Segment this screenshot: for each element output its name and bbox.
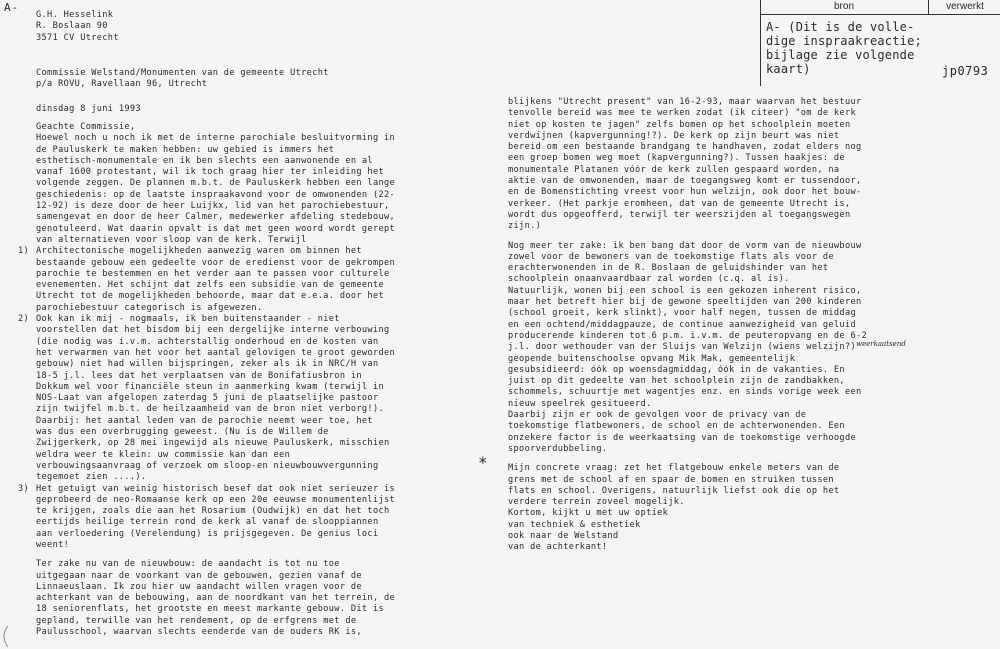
text-line: van techniek & esthetiek	[508, 519, 641, 530]
text-line: evenementen. Het schijnt dat zelfs een subsidie van de gemeente	[36, 280, 385, 291]
text-line: Kortom, kijkt u met uw optiek	[508, 508, 669, 519]
text-line: gebouw) niet had willen bijspringen, zeker als ik in NRC/H van	[36, 359, 379, 370]
text-line: NOS-Laat van afgelopen zaterdag 5 juni de plaatselijke pastoor	[36, 393, 379, 404]
handwritten-annotation: weerkaatsend	[856, 340, 906, 348]
text-line: geschiedenis: op de laatste inspraakavond voor de omwonenden (22-	[36, 189, 396, 200]
text-line: parochiebestuur categorisch is afgewezen.	[36, 302, 263, 313]
text-line: (die nodig was i.v.m. achterstallig onderhoud en de kosten van	[36, 336, 379, 347]
salutation: Geachte Commissie,	[36, 122, 136, 132]
text-line: flats en school. Overigens, natuurlijk liefst ook die op het	[508, 485, 840, 496]
text-line: Natuurlijk, wonen bij een school is een gekozen inherent risico,	[508, 285, 862, 296]
text-line: schoolplein onaanvaardbaar zal worden (c.q. al is).	[508, 274, 790, 285]
text-line: tenvolle bereid was mee te werken zodat (ik citeer) "om de kerk	[508, 108, 857, 119]
text-line: juist op dit gedeelte van het schoolplein zijn de zandbakken,	[508, 376, 845, 387]
text-line: voorstellen dat het bisdom bij een dergelijke interne verbouwing	[36, 325, 390, 336]
stamp-note	[766, 20, 922, 76]
right-paragraph-3	[508, 463, 988, 553]
text-line: Hoewel noch u noch ik met de interne parochiale besluitvorming in	[36, 133, 396, 144]
text-line: verdere terrein zoveel mogelijk.	[508, 497, 685, 508]
sender-line: G.H. Hesselink	[36, 10, 114, 20]
text-line: Dokkum wel voor financiële steun in aanmerking kwam (terwijl in	[36, 381, 385, 392]
stamp-note-line: dige inspraakreactie;	[766, 34, 922, 48]
text-line: weldra weer te klein: uw commissie kan dan een	[36, 449, 291, 460]
text-line: geprobeerd de neo-Romaanse kerk op een 20e eeuwse monumentenlijst	[36, 494, 396, 505]
text-line: esthetisch-monumentale en ik ben slechts een aanwonende en al	[36, 155, 373, 166]
stamp-note-line: kaart)	[766, 62, 811, 76]
text-line: zijn.)	[508, 221, 542, 232]
text-line: spoorverdubbeling.	[508, 443, 608, 454]
text-line: Zwijgerkerk, op 28 mei ingewijd als nieuwe Pauluskerk, misschien	[36, 438, 390, 449]
text-line: nieuw speelrek gesitueerd.	[508, 398, 652, 409]
numbered-point	[18, 314, 456, 483]
text-line: toekomstige flatbewoners, de school en de achterwonenden. Een	[508, 421, 845, 432]
text-line: Het getuigt van weinig historisch besef dat ook niet serieuzer is	[36, 483, 396, 494]
text-line: het verwarmen van het voor het aantal gelovigen te groot geworden	[36, 347, 396, 358]
sender-line: R. Boslaan 90	[36, 21, 108, 32]
numbered-points	[18, 246, 456, 551]
text-line: vanaf 1600 protestant, wil ik toch graag hier ter inleiding het	[36, 167, 385, 178]
sender-address	[36, 10, 119, 44]
text-line: bestaande gebouw een gedeelte voor de eredienst voor de gekrompen	[36, 257, 396, 268]
text-line: Daarbij zijn er ook de gevolgen voor de privacy van de	[508, 410, 807, 421]
point-number: 1)	[18, 246, 30, 257]
text-line: monumentale Platanen vóór de kerk zullen gespaard worden, na	[508, 164, 840, 175]
text-line: gepland, terwille van het rendement, op de erfgrens met de	[36, 615, 357, 626]
left-column	[18, 122, 456, 638]
text-line: (school groeit, kerk slinkt), voor half negen, tussen de middag	[508, 308, 857, 319]
corner-mark: A-	[4, 1, 20, 14]
text-line: 18 seniorenflats, het grootste en meest markante gebouw. Dit is	[36, 604, 385, 615]
text-line: aktie van de omwonenden, maar de toegangsweg komt er tussendoor,	[508, 176, 862, 187]
text-line: zijn twijfel m.b.t. de heilzaamheid van de bron niet verborg!).	[36, 404, 385, 415]
text-line: Ook kan ik mij - nogmaals, ik ben buitenstaander - niet	[36, 314, 340, 325]
text-line: te krijgen, zoals die aan het Rosarium (Oudwijk) en dat het toch	[36, 506, 390, 517]
text-line: schommels, schuurtje met wagentjes enz. en sinds vorige week een	[508, 387, 862, 398]
text-line: Linnaeuslaan. Ik zou hier uw aandacht willen vragen voor de	[36, 581, 362, 592]
numbered-point	[18, 246, 456, 314]
right-paragraph-1	[508, 97, 988, 233]
text-line: verkeer. (Het parkje eromheen, dat van de gemeente Utrecht is,	[508, 198, 851, 209]
text-line: Ter zake nu van de nieuwbouw: de aandacht is tot nu toe	[36, 559, 340, 570]
margin-asterisk: *	[478, 453, 488, 472]
text-line: ook naar de Welstand	[508, 530, 619, 541]
right-paragraph-2	[508, 241, 988, 456]
text-line: wordt dus opgeofferd, terwijl ter weerszijden al toegangswegen	[508, 209, 851, 220]
text-line: was dus een overbrugging geweest. (Nu is de Willem de	[36, 427, 329, 438]
text-line: volgende zeggen. De plannen m.b.t. de Pauluskerk hebben een lange	[36, 178, 396, 189]
text-line: een groep bomen weg moet (kapvergunning?). Tussen haakjes: de	[508, 153, 845, 164]
right-column	[508, 97, 988, 554]
stamp-code: jp0793	[942, 64, 989, 78]
text-line: uitgegaan naar de voorkant van de gebouwen, gezien vanaf de	[36, 570, 362, 581]
stamp-divider	[928, 0, 929, 14]
text-line: 12-92) is deze door de heer Luijkx, lid van het parochiebestuur,	[36, 201, 390, 212]
text-line: parochie te bestemmen en het verder aan te passen voor culturele	[36, 268, 390, 279]
text-line: gesubsidieerd: óók op woensdagmiddag, óók in de vakanties. En	[508, 364, 845, 375]
text-line: aan verloedering (Verelendung) is prijsgegeven. De genius loci	[36, 528, 379, 539]
text-line: grens met de school af en spaar de bomen en struiken tussen	[508, 474, 834, 485]
text-line: weent!	[36, 539, 70, 550]
text-line: 18-5 j.l. lees dat het verplaatsen van de Bonifatiusbron in	[36, 370, 362, 381]
text-line: Nog meer ter zake: ik ben bang dat door de vorm van de nieuwbouw	[508, 240, 862, 251]
closing-paragraph	[36, 559, 456, 638]
text-line: j.l. door wethouder van der Sluijs van Welzijn (wiens welzijn?)	[508, 342, 857, 353]
numbered-point	[18, 483, 456, 552]
stamp-note-line: bijlage zie volgende	[766, 48, 915, 62]
text-line: van de achterkant!	[508, 542, 608, 553]
text-line: Daarbij: het aantal leden van de parochie neemt weer toe, het	[36, 415, 373, 426]
text-line: geopende buitenschoolse opvang Mik Mak, gemeentelijk	[508, 353, 796, 364]
text-line: genotuleerd. Wat daarin opvalt is dat met geen woord wordt gerept	[36, 223, 396, 234]
text-line: en de Bomenstichting vreest voor hun welzijn, ook door het bouw-	[508, 187, 862, 198]
text-line: van alternatieven voor sloop van de kerk. Terwijl	[36, 234, 307, 245]
addressee-line: Commissie Welstand/Monumenten van de gemeente Utrecht	[36, 68, 329, 78]
text-line: onzekere factor is de weerkaatsing van de toekomstige verhoogde	[508, 432, 857, 443]
text-line: bereid om een bestaande brandgang te handhaven, zodat elders nog	[508, 142, 862, 153]
text-line: zowel voor de bewoners van de toekomstige flats als voor de	[508, 251, 834, 262]
text-line: Mijn concrete vraag: zet het flatgebouw enkele meters van de	[508, 463, 840, 474]
text-line: maar het betreft hier bij de gewone speeltijden van 200 kinderen	[508, 297, 862, 308]
text-line: erachterwonenden in de R. Boslaan de geluidshinder van het	[508, 263, 829, 274]
addressee-line: p/a ROVU, Ravellaan 96, Utrecht	[36, 79, 208, 90]
text-line: de Pauluskerk te maken hebben: uw gebied is immers het	[36, 144, 335, 155]
point-number: 3)	[18, 483, 30, 494]
stamp-verwerkt-label: verwerkt	[946, 1, 984, 12]
text-line: Utrecht tot de mogelijkheden behoorde, maar dat e.e.a. door het	[36, 291, 385, 302]
intro-paragraph	[36, 133, 456, 246]
text-line: en een ochtend/middagpauze, de continue aanwezigheid van geluid	[508, 319, 857, 330]
addressee	[36, 68, 329, 91]
letter-date: dinsdag 8 juni 1993	[36, 104, 141, 114]
text-line: blijkens "Utrecht present" van 16-2-93, maar waarvan het bestuur	[508, 97, 862, 107]
stamp-note-line: A- (Dit is de volle-	[766, 20, 915, 34]
text-line: samengevat en door de heer Calmer, medewerker afdeling stedebouw,	[36, 212, 396, 223]
text-line: verbouwingsaanvraag of verzoek om sloop-en nieuwbouwvergunning	[36, 460, 379, 471]
text-line: producerende kinderen tot 6 p.m. i.v.m. de peuteropvang en de 6-2	[508, 330, 868, 341]
sender-line: 3571 CV Utrecht	[36, 32, 119, 43]
text-line: tegemoet zien ....).	[36, 472, 147, 483]
text-line: Architectonische mogelijkheden aanwezig waren om binnen het	[36, 246, 362, 257]
page-curl-mark	[0, 624, 10, 649]
text-line: verdwijnen (kapvergunning!?). De kerk op zijn beurt was niet	[508, 130, 840, 141]
point-number: 2)	[18, 314, 30, 325]
text-line: eertijds heilige terrein rond de kerk al vanaf de slooppiannen	[36, 517, 379, 528]
stamp-bron-label: bron	[833, 1, 854, 12]
text-line: achterkant van de bebouwing, aan de noordkant van het terrein, de	[36, 593, 396, 604]
text-line: niet op kosten te jagen" zelfs bomen op het schoolplein moeten	[508, 119, 851, 130]
text-line: Paulusschool, waarvan slechts eenderde van de ouders RK is,	[36, 627, 362, 638]
